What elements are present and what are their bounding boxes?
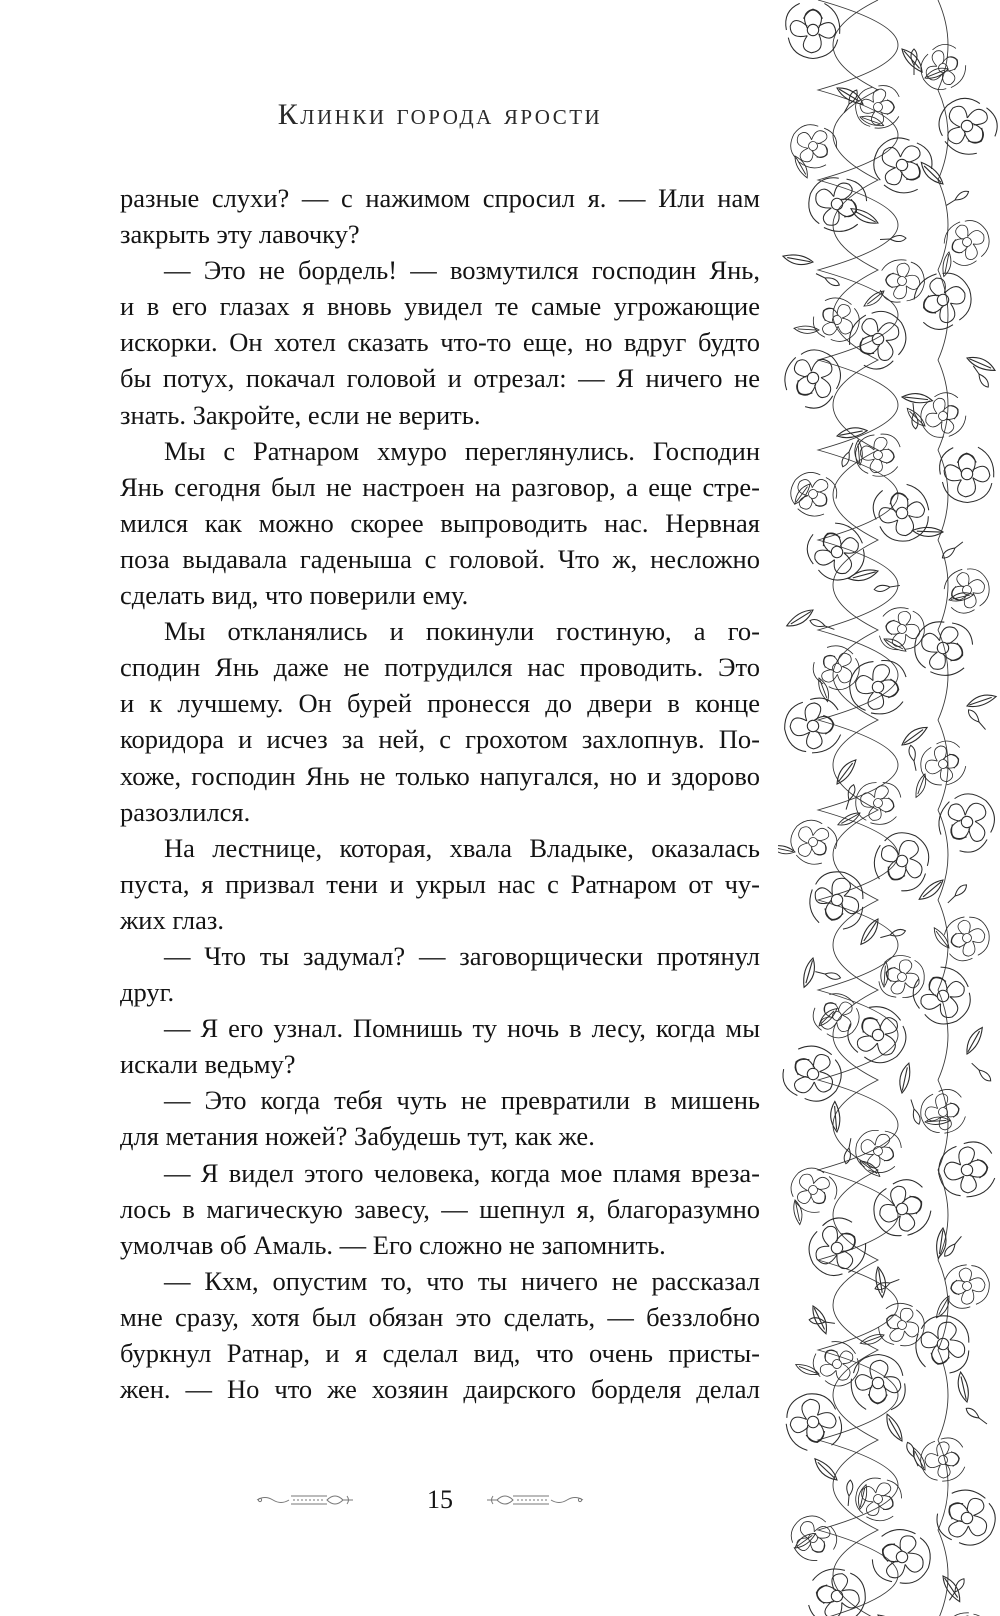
text-line: разозлился. bbox=[120, 796, 251, 827]
text-line: хоже, господин Янь не только напугался, но и здорово bbox=[120, 760, 760, 791]
text-line: коридора и исчез за ней, с грохотом захлопнув. По- bbox=[120, 724, 760, 755]
text-line: Янь сегодня был не настроен на разговор, а еще стре- bbox=[120, 471, 760, 502]
text-line: На лестнице, которая, хвала Владыке, оказалась bbox=[164, 832, 760, 863]
text-line: сподин Янь даже не потрудился нас проводить. Это bbox=[120, 652, 760, 683]
text-line: мился как можно скорее выпроводить нас. Нервная bbox=[120, 507, 760, 538]
text-line: умолчав об Амаль. — Его сложно не запомнить. bbox=[120, 1229, 666, 1260]
text-line: разные слухи? — с нажимом спросил я. — Или нам bbox=[120, 183, 760, 213]
text-line: жих глаз. bbox=[120, 904, 224, 935]
body-text bbox=[120, 180, 760, 1407]
running-head: Клинки города ярости bbox=[277, 98, 603, 131]
text-line: и к лучшему. Он бурей пронесся до двери в конце bbox=[120, 688, 760, 719]
text-line: лось в магическую завесу, — шепнул я, благоразумно bbox=[120, 1193, 760, 1224]
text-line: Мы с Ратнаром хмуро переглянулись. Господин bbox=[164, 435, 760, 466]
text-line: знать. Закройте, если не верить. bbox=[120, 399, 481, 430]
text-line: — Это когда тебя чуть не превратили в мишень bbox=[164, 1085, 760, 1116]
text-line: — Я видел этого человека, когда мое пламя вреза- bbox=[164, 1157, 760, 1188]
text-line: сделать вид, что поверили ему. bbox=[120, 580, 469, 611]
text-line: жен. — Но что же хозяин даирского борделя делал bbox=[120, 1374, 760, 1405]
floral-border bbox=[778, 0, 1000, 1616]
text-line: и в его глазах я вновь увидел те самые угрожающие bbox=[120, 291, 760, 322]
text-line: — Что ты задумал? — заговорщически протянул bbox=[164, 940, 760, 971]
page-number: 15 bbox=[427, 1485, 453, 1514]
text-line: друг. bbox=[120, 977, 175, 1008]
text-line: искали ведьму? bbox=[120, 1049, 296, 1080]
text-line: — Кхм, опустим то, что ты ничего не рассказал bbox=[164, 1265, 760, 1296]
text-line: — Это не бордель! — возмутился господин Янь, bbox=[164, 255, 760, 286]
text-line: закрыть эту лавочку? bbox=[120, 219, 360, 250]
text-line: искорки. Он хотел сказать что-то еще, но вдруг будто bbox=[120, 327, 760, 358]
text-line: поза выдавала гаденыша с головой. Что ж, несложно bbox=[120, 543, 760, 574]
text-line: — Я его узнал. Помнишь ту ночь в лесу, когда мы bbox=[164, 1013, 760, 1044]
text-line: для метания ножей? Забудешь тут, как же. bbox=[120, 1121, 595, 1152]
text-line: пуста, я призвал тени и укрыл нас с Ратнаром от чу- bbox=[120, 868, 760, 899]
text-line: мне сразу, хотя был обязан это сделать, — беззлобно bbox=[120, 1301, 760, 1332]
text-line: бы потух, покачал головой и отрезал: — Я ничего не bbox=[120, 363, 760, 394]
right-ornament-icon bbox=[485, 1486, 585, 1514]
text-line: буркнул Ратнар, и я сделал вид, что очень присты- bbox=[120, 1338, 760, 1368]
page-footer bbox=[120, 1480, 760, 1520]
text-line: Мы откланялись и покинули гостиную, а го- bbox=[164, 616, 760, 647]
